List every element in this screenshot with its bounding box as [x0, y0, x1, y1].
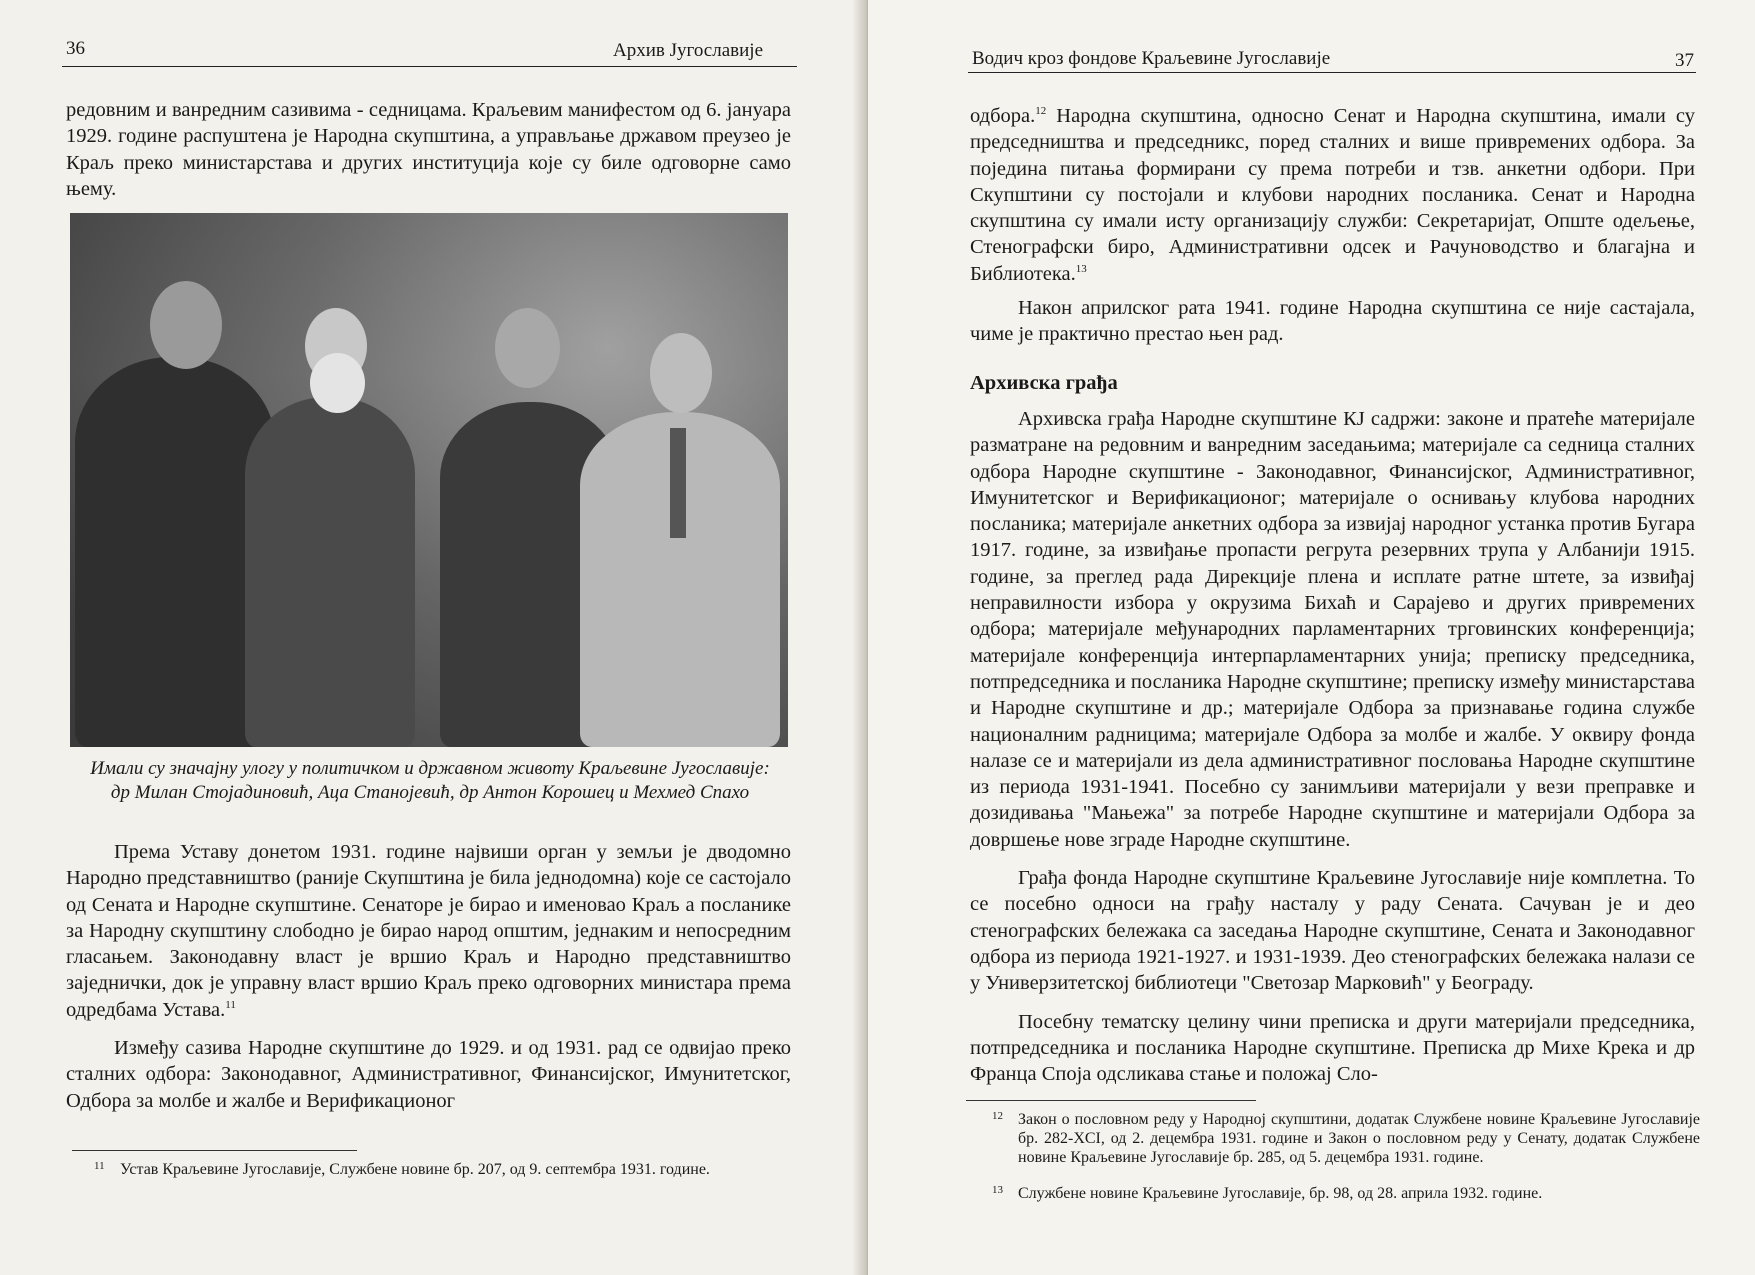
footnote-ref-13[interactable]: 13: [1075, 262, 1087, 275]
paragraph-fund-completeness: Грађа фонда Народне скупштине Краљевине Југославије није комплетна. То се посебно односи на грађу насталу у раду Сената. Сачуван је и део стенографских бележака са заседања Народне скупштине, Сената и Законодавног одбора из периода 1921-1927. и 1931-1939. Део стенографских бележака налази се у Универзитетској библиотеци "Светозар Марковић" у Београду.: [970, 867, 1695, 995]
running-head: Архив Југославије: [613, 40, 763, 61]
paragraph-archive-material: Архивска грађа Народне скупштине КЈ садржи: законе и пратеће материјале разматране на редовним и ванредним заседањима; материјале са седница сталних одбора Народне скупштине - Законодавног, Финансијског, Административног, Имунитетског и Верификационог; материјале о оснивању клубова народних посланика; материјале анкетних одбора за извијај народног устанка против Бугара 1917. године, за извиђање пропасти регрута резервних трупа у Албанији 1915. године, за преглед рада Дирекције плена и исплате ратне штете, за извиђај неправилности избора у окрузима Бихаћ и Сарајево и других привремених одбора; материјале међународних парламентарних трговинских конференција; материјале конференција интерпарламентарних унија; преписку председника, потпредседника и посланика Народне скупштине; преписку између министарстава и Народне скупштине и др.; материјале Одбора за признавање година службе националним радницима; материјале Одбора за молбе и жалбе. У оквиру фонда налазе се и материјали из дела административног пословања Народне скупштине из периода 1931-1941. Посебно су занимљиви материјали у вези преправке и дозидивања "Мањежа" за потребе Народне скупштине и материјали Одбора за довршење нове зграде Народне скупштине.: [970, 407, 1695, 851]
left-page: [0, 0, 868, 1275]
top-paragraph: редовним и ванредним сазивима - седницама. Краљевим манифестом од 6. јануара 1929. године распуштена је Народна скупштина, а управљање државом преузео је Краљ преко министарстава и других институција које су биле одговорне само њему.: [66, 99, 791, 200]
paragraph-april-war: Након априлског рата 1941. године Народна скупштина се није састајала, чиме је практично престао њен рад.: [970, 297, 1695, 346]
photo-caption: Имали су значајну улогу у политичком и државном животу Краљевине Југославије: др Милан Стојадиновић, Аца Станојевић, др Антон Корошец и Мехмед Спахо: [90, 758, 770, 803]
paragraph-committees: Између сазива Народне скупштине до 1929. и од 1931. рад се одвијао преко сталних одбора: Законодавног, Административног, Финансијског, Имунитетског, Одбора за молбе и жалбе и Верификационог: [66, 1037, 791, 1112]
page-number: 36: [66, 38, 85, 59]
page-number: 37: [1675, 50, 1694, 71]
right-body: одбора.$^{12}$ Народна скупштина, односно Сенат и Народна скупштина, имали су председништва и председникс, поред сталних и више привремених одбора. За поједина питања формирани су према потреби и тзв. анкетни одбори. При Скупштини су постојали и клубови народних посланика. Сенат и Народна скупштина су имали исту организацију служби: Секретаријат, Опште одељење, Стенографски биро, Административни одсек и Рачуноводство и благајна и Библиотека.$^{13}$ Након априлског рата 1941. године Народна скупштина се није састајала, чиме је практично престао њен рад. Архивска грађа Архивска грађа Народне скупштине КЈ садржи: законе и пратеће материјале разматране на редовним и ванредним заседањима; материјале са седница сталних одбора Народне скупштине - Законодавног, Финансијског, Административног, Имунитетског и Верификационог; материјале о оснивању клубова народних посланика; материјале анкетних одбора за извијај народног устанка против Бугара 1917. године, за извиђање пропасти регрута резервних трупа у Албанији 1915. године, за преглед рада Дирекције плена и исплате ратне штете, за извиђај неправилности избора у окрузима Бихаћ и Сарајево и других привремених одбора; материјале међународних парламентарних трговинских конференција; материјале конференција интерпарламентарних унија; преписку председника, потпредседника и посланика Народне скупштине; преписку између министарстава и Народне скупштине и др.; материјале Одбора за признавање година службе националним радницима; материјале Одбора за молбе и жалбе. У оквиру фонда налазе се и материјали из дела административног пословања Народне скупштине из периода 1931-1941. Посебно су занимљиви материјали у вези преправке и дозидивања "Мањежа" за потребе Народне скупштине и материјали Одбора за довршење нове зграде Народне скупштине. Грађа фонда Народне скупштине Краљевине Југославије није комплетна. То се посебно односи на грађу насталу у раду Сената. Сачуван је и део стенографских бележака са заседања Народне скупштине, Сената и Законодавног одбора из периода 1921-1927. и 1931-1939. Део стенографских бележака налази се у Универзитетској библиотеци "Светозар Марковић" у Београду. Посебну тематску целину чини преписка и други материјали председника, потпредседника и посланика Народне скупштине. Преписка др Михе Крека и др Франца Споја одсликава стање и положај Сло-: [970, 103, 1695, 1087]
footnote-ref-12[interactable]: 12: [1035, 105, 1047, 118]
group-photo: [70, 213, 788, 747]
section-heading: Архивска грађа: [970, 371, 1118, 394]
tie: [670, 428, 686, 538]
header-rule: [62, 66, 797, 67]
footnote-13: 13 Службене новине Краљевине Југославије, бр. 98, од 28. априла 1932. године.: [992, 1184, 1543, 1202]
footnote-rule: [966, 1100, 1256, 1101]
header-rule: [968, 72, 1696, 73]
paragraph-correspondence: Посебну тематску целину чини преписка и други материјали председника, потпредседника и посланика Народне скупштине. Преписка др Михе Крека и др Франца Споја одсликава стање и положај Сло-: [970, 1010, 1695, 1086]
footnote-12: 12 Закон о пословном реду у Народној скупштини, додатак Службене новине Краљевине Југославије бр. 282-XCI, од 2. децембра 1931. године и Закон о пословном реду у Сенату, додатак Службене новине Краљевине Југославије бр. 285, од 5. децембра 1931. године.: [992, 1110, 1700, 1166]
footnote-ref-11[interactable]: 11: [225, 998, 236, 1011]
footnote-rule: [72, 1150, 357, 1151]
right-page: [868, 0, 1755, 1275]
running-head: Водич кроз фондове Краљевине Југославије: [972, 48, 1331, 69]
footnote-11: 11 Устав Краљевине Југославије, Службене новине бр. 207, од 9. септембра 1931. године.: [94, 1160, 710, 1178]
paragraph-constitution: Према Уставу донетом 1931. године највиши орган у земљи је дводомно Народно представништво (раније Скупштина је била једнодомна) које се састојало од Сената и Народне скупштине. Сенаторе је бирао и именовао Краљ а посланике за Народну скупштину слободно је бирао народ општим, једнаким и непосредним гласањем. Законодавну власт је вршио Краљ и Народно представништво заједнички, док је управну власт вршио Краљ преко одговорних министара према одредбама Устава.$^{11}$ Између сазива Народне скупштине до 1929. и од 1931. рад се одвијао преко сталних одбора: Законодавног, Административног, Финансијског, Имунитетског, Одбора за молбе и жалбе и Верификационог: [66, 839, 791, 1114]
